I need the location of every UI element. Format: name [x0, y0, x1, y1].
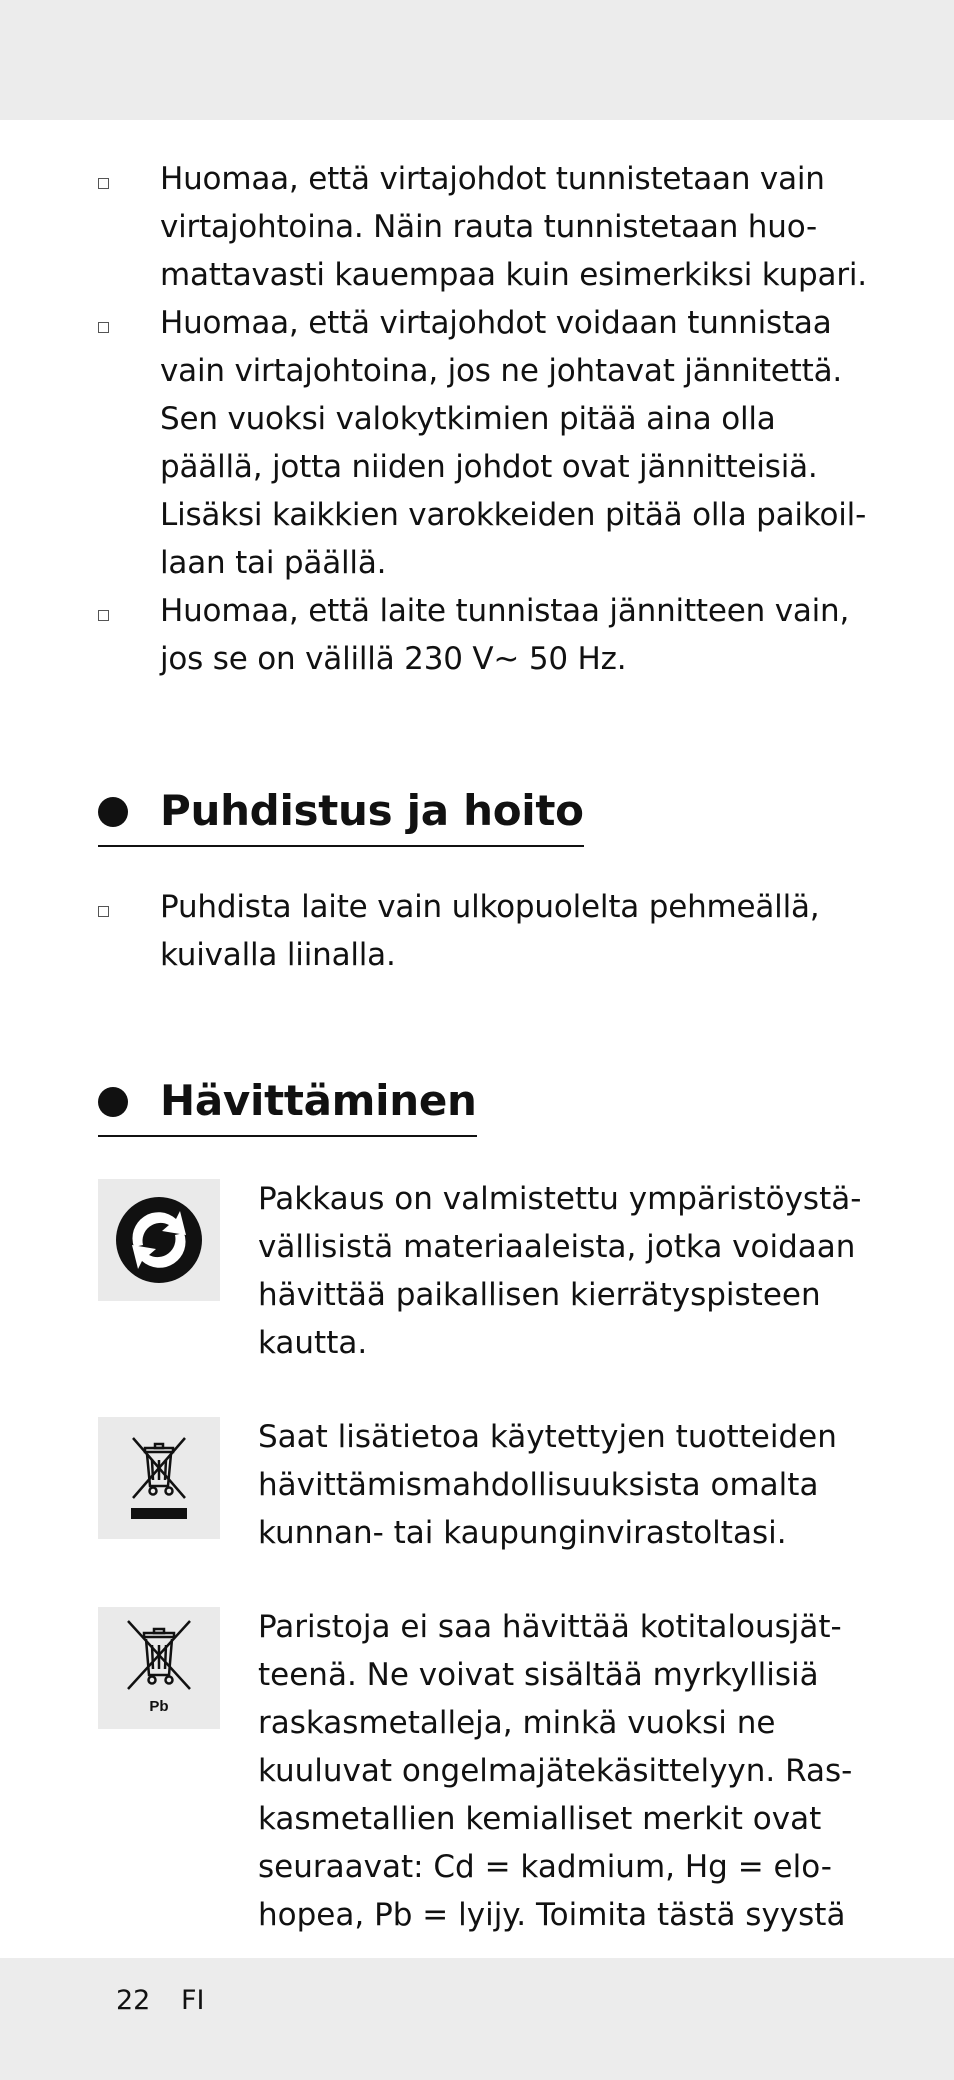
disposal-entry-packaging: Pakkaus on valmistettu ympäristöystä- vällisistä materiaaleista, jotka voidaan hävittää paikallisen kierrätyspisteen kautta. — [98, 1175, 858, 1367]
bullet-dot-icon — [98, 797, 128, 827]
page-content — [98, 155, 867, 1939]
disposal-entry-batteries: Pb Paristoja ei saa hävittää kotitalousjät- teenä. Ne voivat sisältää myrkyllisiä raskasmetalleja, minkä vuoksi ne kuuluvat ongelmajätekäsittelyyn. Ras- kasmetallien kemialliset merkit ovat seuraavat: Cd = kadmium, Hg = elo- hopea, Pb = lyijy. Toimita tästä syystä — [98, 1603, 858, 1939]
bullet-dot-icon — [98, 1087, 128, 1117]
heading-underline — [98, 845, 584, 847]
footer-band — [0, 1958, 954, 2080]
list-item: Huomaa, että virtajohdot voidaan tunnistaa vain virtajohtoina, jos ne johtavat jännitettä. Sen vuoksi valokytkimien pitää aina olla päällä, jotta niiden johdot ovat jännitteisiä. Lisäksi kaikkien varokkeiden pitää olla paikoil- laan tai päällä. — [98, 299, 858, 587]
list-item: Huomaa, että laite tunnistaa jännitteen vain, jos se on välillä 230 V~ 50 Hz. — [98, 587, 858, 683]
list-item: Puhdista laite vain ulkopuolelta pehmeällä, kuivalla liinalla. — [98, 883, 858, 979]
section-title: Puhdistus ja hoito — [160, 786, 584, 835]
section-title: Hävittäminen — [160, 1076, 477, 1125]
square-bullet-icon — [98, 610, 109, 621]
page-number: 22 — [116, 1985, 151, 2016]
section-heading-cleaning — [98, 781, 584, 841]
language-code: FI — [180, 1985, 205, 2016]
recycling-icon — [98, 1179, 220, 1301]
pb-label: Pb — [149, 1698, 169, 1715]
heading-underline — [98, 1135, 477, 1137]
header-band — [0, 0, 954, 120]
disposal-entry-products: Saat lisätietoa käytettyjen tuotteiden hävittämismahdollisuuksista omalta kunnan- tai kaupunginvirastoltasi. — [98, 1413, 858, 1557]
square-bullet-icon — [98, 322, 109, 333]
list-item: Huomaa, että virtajohdot tunnistetaan vain virtajohtoina. Näin rauta tunnistetaan huo- mattavasti kauempaa kuin esimerkiksi kupari. — [98, 155, 858, 299]
battery-bin-pb-icon — [98, 1607, 220, 1729]
crossed-bin-icon — [98, 1417, 220, 1539]
square-bullet-icon — [98, 178, 109, 189]
notes-list — [98, 155, 867, 683]
page-footer — [116, 1985, 226, 2016]
section-heading-disposal — [98, 1071, 477, 1131]
square-bullet-icon — [98, 906, 109, 917]
